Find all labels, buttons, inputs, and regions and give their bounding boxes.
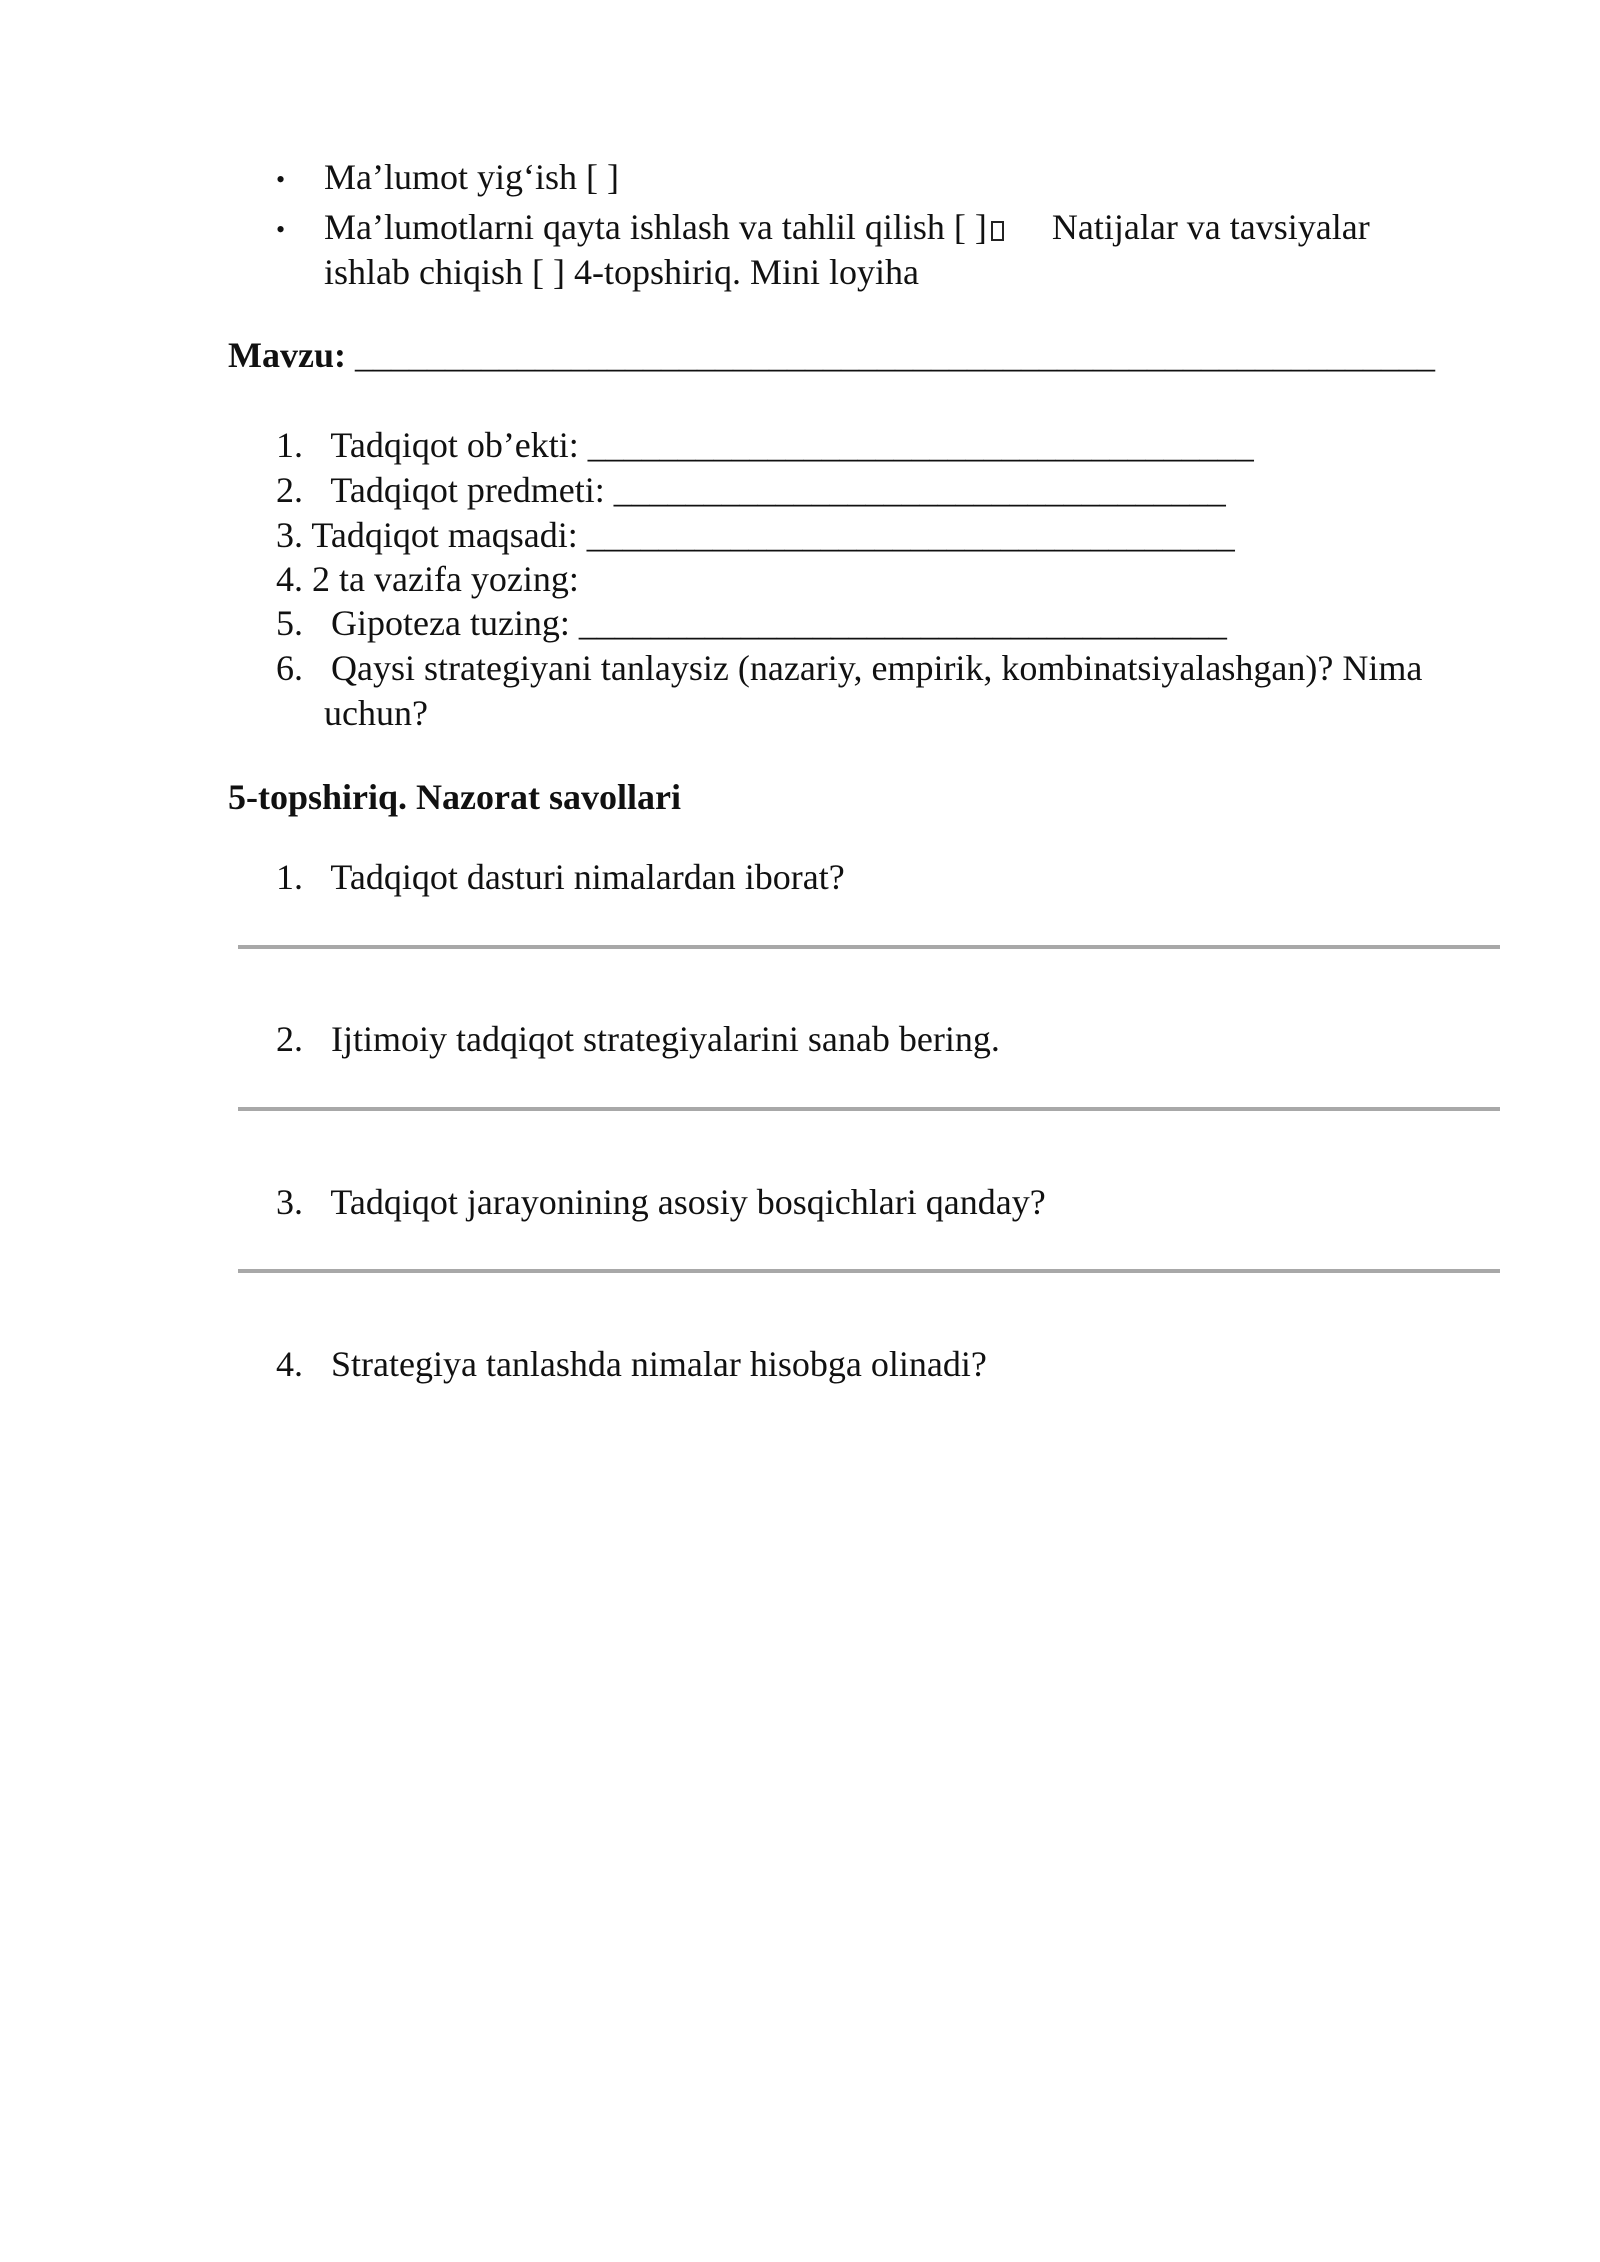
- question-2: [276, 1017, 1000, 1061]
- list-number: 2.: [276, 470, 303, 510]
- list-text: Gipoteza tuzing: ____________________________________: [331, 603, 1227, 643]
- bullet-item-qayta-ishlash: [324, 205, 1370, 249]
- list-item-vazifa: [276, 557, 579, 601]
- mavzu-line: [228, 333, 1435, 377]
- list-item-obekti: [276, 423, 1254, 467]
- bullet-item-text: Natijalar va tavsiyalar: [1051, 207, 1370, 247]
- missing-glyph-icon: [991, 221, 1004, 241]
- question-text: Tadqiqot dasturi nimalardan iborat?: [330, 857, 845, 897]
- bullet-dot: •: [276, 215, 286, 244]
- list-item-strategiya: [276, 646, 1422, 690]
- question-4: [276, 1342, 987, 1386]
- question-number: 3.: [276, 1182, 303, 1222]
- list-item-maqsadi: [276, 513, 1235, 557]
- list-item-gipoteza: [276, 601, 1227, 645]
- question-number: 1.: [276, 857, 303, 897]
- bullet-item-text: Ma’lumotlarni qayta ishlash va tahlil qilish [ ]: [324, 207, 987, 247]
- list-number: 3.: [276, 515, 303, 555]
- list-text: Tadqiqot maqsadi: ____________________________________: [311, 515, 1235, 555]
- list-number: 1.: [276, 425, 303, 465]
- answer-line: [238, 945, 1500, 949]
- answer-line: [238, 1269, 1500, 1273]
- bullet-item-malumot-yigish: Ma’lumot yig‘ish [ ]: [324, 157, 619, 197]
- question-number: 2.: [276, 1019, 303, 1059]
- question-number: 4.: [276, 1344, 303, 1384]
- question-text: Ijtimoiy tadqiqot strategiyalarini sanab bering.: [331, 1019, 1000, 1059]
- list-text: Tadqiqot predmeti: __________________________________: [330, 470, 1226, 510]
- mavzu-label: Mavzu:: [228, 335, 346, 375]
- bullet-dot: •: [276, 165, 286, 194]
- list-text: 2 ta vazifa yozing:: [312, 559, 579, 599]
- question-1: [276, 855, 845, 899]
- list-number: 5.: [276, 603, 303, 643]
- question-text: Strategiya tanlashda nimalar hisobga olinadi?: [331, 1344, 987, 1384]
- list-number: 6.: [276, 648, 303, 688]
- mavzu-blank: ____________________________________________________________: [354, 335, 1435, 375]
- question-3: [276, 1180, 1046, 1224]
- question-text: Tadqiqot jarayonining asosiy bosqichlari qanday?: [330, 1182, 1046, 1222]
- bullet-item-continuation: ishlab chiqish [ ] 4-topshiriq. Mini loyiha: [324, 252, 919, 292]
- list-text: Tadqiqot ob’ekti: _____________________________________: [330, 425, 1254, 465]
- list-item-continuation: uchun?: [324, 693, 428, 733]
- section-heading: 5-topshiriq. Nazorat savollari: [228, 777, 681, 817]
- list-text: Qaysi strategiyani tanlaysiz (nazariy, empirik, kombinatsiyalashgan)? Nima: [331, 648, 1423, 688]
- list-item-predmeti: [276, 468, 1226, 512]
- list-number: 4.: [276, 559, 303, 599]
- answer-line: [238, 1107, 1500, 1111]
